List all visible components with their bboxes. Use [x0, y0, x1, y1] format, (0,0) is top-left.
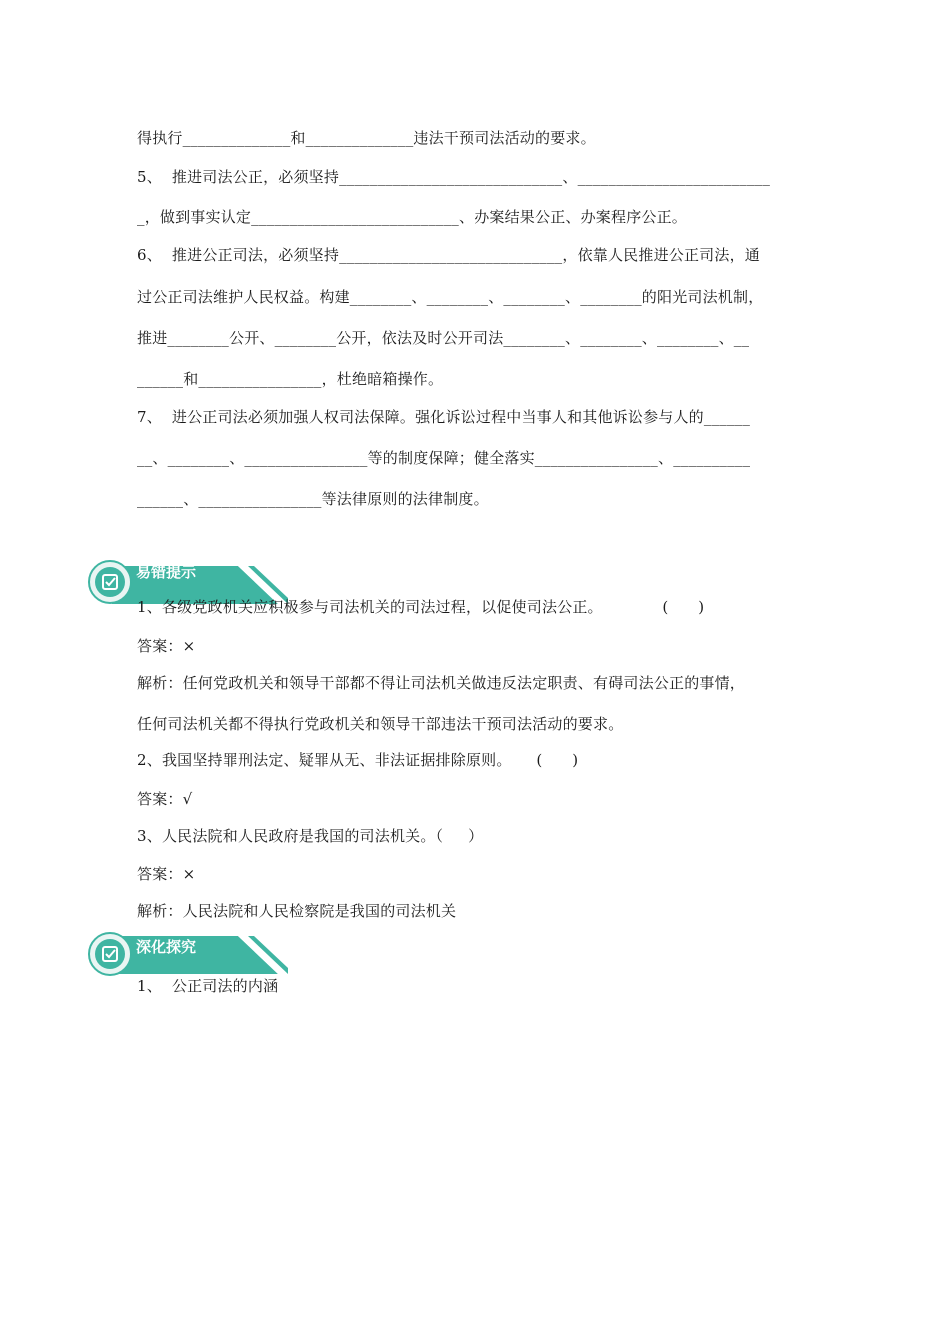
fill-line-5: 过公正司法维护人民权益。构建________、________、________、________的阳光司法机制， — [137, 288, 764, 306]
banner-title: 易错提示 — [136, 563, 197, 581]
fill-line-6: 推进________公开、________公开，依法及时公开司法________、________、________、__ — [137, 329, 750, 347]
error-answer-1: 答案：× — [137, 637, 196, 655]
error-item-2: 2、我国坚持罪刑法定、疑罪从无、非法证据排除原则。 ( ) — [137, 751, 579, 769]
error-analysis-3: 解析：人民法院和人民检察院是我国的司法机关 — [137, 902, 457, 920]
fill-line-7: ______和________________，杜绝暗箱操作。 — [137, 370, 444, 388]
fill-line-10: ______、________________等法律原则的法律制度。 — [137, 490, 489, 508]
fill-line-1: 得执行______________和______________违法干预司法活动的要求。 — [137, 129, 596, 147]
explore-item-1: 1、 公正司法的内涵 — [137, 977, 279, 995]
error-analysis-1a: 解析：任何党政机关和领导干部都不得让司法机关做违反法定职责、有碍司法公正的事情， — [137, 674, 746, 692]
error-analysis-1b: 任何司法机关都不得执行党政机关和领导干部违法干预司法活动的要求。 — [137, 715, 624, 733]
error-answer-3: 答案：× — [137, 865, 196, 883]
banner-title: 深化探究 — [136, 938, 197, 956]
fill-line-2: 5、 推进司法公正，必须坚持_____________________________、_________________________ — [137, 168, 771, 186]
fill-line-8: 7、 进公正司法必须加强人权司法保障。强化诉讼过程中当事人和其他诉讼参与人的______ — [137, 408, 751, 426]
fill-line-9: __、________、________________等的制度保障；健全落实________________、__________ — [137, 449, 751, 467]
fill-line-4: 6、 推进公正司法，必须坚持_____________________________，依靠人民推进公正司法，通 — [137, 246, 760, 264]
section-banner-explore — [88, 930, 288, 976]
error-item-1: 1、各级党政机关应积极参与司法机关的司法过程，以促使司法公正。 ( ) — [137, 598, 705, 616]
error-item-3: 3、人民法院和人民政府是我国的司法机关。（ ） — [137, 827, 484, 845]
fill-line-3: _，做到事实认定___________________________、办案结果公正、办案程序公正。 — [137, 208, 688, 226]
error-answer-2: 答案：√ — [137, 790, 193, 808]
